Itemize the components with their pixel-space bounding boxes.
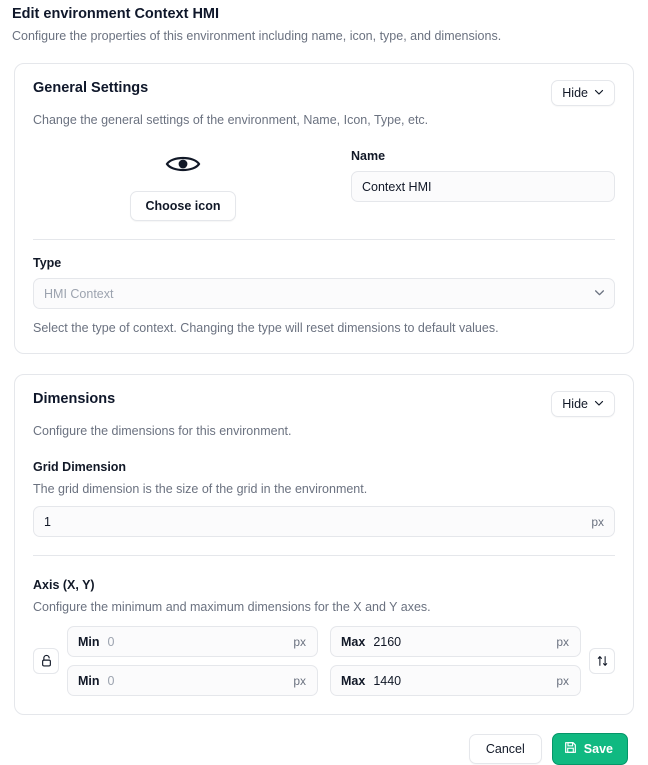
dimensions-title: Dimensions <box>33 391 116 407</box>
y-max-unit: px <box>556 673 569 688</box>
y-max-input[interactable] <box>373 674 550 688</box>
page-title: Edit environment Context HMI <box>12 6 220 22</box>
type-label: Type <box>33 256 62 270</box>
type-field <box>33 256 615 335</box>
swap-vertical-icon[interactable] <box>589 648 615 674</box>
edit-environment-page <box>0 6 648 765</box>
eye-icon <box>165 149 201 179</box>
x-max-unit: px <box>556 634 569 649</box>
dimensions-hide-button[interactable] <box>551 391 615 417</box>
type-select[interactable] <box>33 278 615 309</box>
general-settings-divider <box>33 239 615 240</box>
x-max-label: Max <box>341 634 366 649</box>
y-min-input[interactable] <box>108 674 287 688</box>
grid-dimension-description: The grid dimension is the size of the grid in the environment. <box>33 482 368 496</box>
general-settings-hide-button[interactable] <box>551 80 615 106</box>
general-settings-description: Change the general settings of the environment, Name, Icon, Type, etc. <box>33 113 429 127</box>
chevron-down-icon <box>594 398 604 408</box>
form-footer <box>8 733 628 765</box>
x-max-field[interactable] <box>330 626 581 657</box>
x-min-label: Min <box>78 634 100 649</box>
dimensions-header <box>33 391 615 417</box>
hide-button-label: Hide <box>562 397 588 411</box>
y-min-field[interactable] <box>67 665 318 696</box>
save-button-label: Save <box>583 742 613 756</box>
grid-dimension-field <box>33 506 615 537</box>
type-select-wrap <box>33 278 615 309</box>
name-column <box>351 147 615 202</box>
general-settings-body <box>33 147 615 221</box>
type-select-value: HMI Context <box>44 286 114 301</box>
type-help-text: Select the type of context. Changing the type will reset dimensions to default values. <box>33 321 499 335</box>
x-min-field[interactable] <box>67 626 318 657</box>
chevron-down-icon <box>594 87 604 97</box>
axis-grid <box>67 626 581 696</box>
y-min-unit: px <box>293 673 306 688</box>
axis-rows <box>33 626 615 696</box>
save-button[interactable] <box>552 733 628 765</box>
dimensions-card <box>14 374 634 715</box>
cancel-button[interactable]: Cancel <box>469 734 542 764</box>
name-label: Name <box>351 149 386 163</box>
icon-column <box>33 147 333 221</box>
general-settings-header <box>33 80 615 106</box>
grid-dimension-input[interactable] <box>33 506 615 537</box>
page-subtitle: Configure the properties of this environment including name, icon, type, and dimensions. <box>12 29 502 43</box>
x-min-input[interactable] <box>108 635 287 649</box>
y-min-label: Min <box>78 673 100 688</box>
choose-icon-button[interactable]: Choose icon <box>130 191 235 221</box>
y-max-field[interactable] <box>330 665 581 696</box>
x-max-input[interactable] <box>373 635 550 649</box>
general-settings-title: General Settings <box>33 80 149 96</box>
grid-dimension-label: Grid Dimension <box>33 460 127 474</box>
save-icon <box>564 741 577 757</box>
x-min-unit: px <box>293 634 306 649</box>
hide-button-label: Hide <box>562 86 588 100</box>
axis-label: Axis (X, Y) <box>33 578 95 592</box>
general-settings-card <box>14 63 634 354</box>
axis-description: Configure the minimum and maximum dimensions for the X and Y axes. <box>33 600 431 614</box>
dimensions-divider <box>33 555 615 556</box>
dimensions-description: Configure the dimensions for this environment. <box>33 424 292 438</box>
grid-dimension-unit: px <box>591 514 604 529</box>
y-max-label: Max <box>341 673 366 688</box>
name-input[interactable] <box>351 171 615 202</box>
lock-icon[interactable] <box>33 648 59 674</box>
